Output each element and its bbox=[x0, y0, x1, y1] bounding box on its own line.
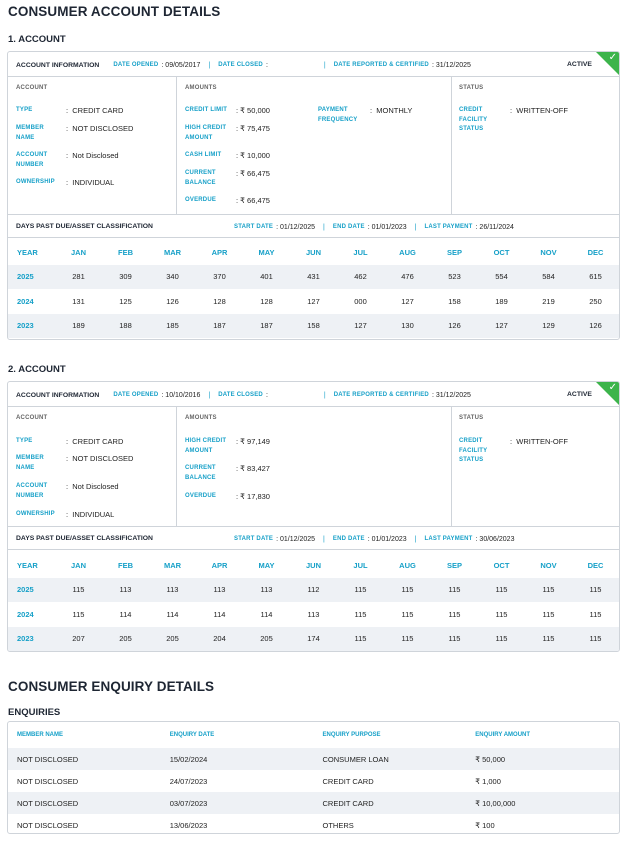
member-label: MEMBER NAME bbox=[16, 125, 44, 141]
start-date-label: START DATE bbox=[234, 536, 274, 542]
account-2-card bbox=[7, 381, 620, 652]
month-header-dec: DEC bbox=[587, 247, 604, 257]
account-info-header: ACCOUNT INFORMATION DATE OPENED : 09/05/2017 | DATE CLOSED : | DATE REPORTED & CERTIFIED : 31/12/2025 bbox=[16, 62, 471, 70]
credit-limit-label: CREDIT LIMIT bbox=[185, 107, 228, 113]
member-value: : NOT DISCLOSED bbox=[66, 124, 134, 133]
ownership-label: OWNERSHIP bbox=[16, 179, 55, 185]
dpd-row bbox=[8, 314, 619, 339]
dpd-cell: 584 bbox=[525, 265, 572, 290]
payment-frequency-value: : MONTHLY bbox=[370, 106, 413, 115]
ownership-value: : INDIVIDUAL bbox=[66, 178, 115, 187]
month-header-aug: AUG bbox=[399, 560, 416, 570]
month-header-mar: MAR bbox=[163, 560, 182, 570]
dpd-cell: 127 bbox=[478, 314, 525, 339]
enquiry-row bbox=[8, 748, 619, 770]
enquiry-cell: NOT DISCLOSED bbox=[8, 792, 161, 814]
dpd-cell: 128 bbox=[260, 296, 273, 306]
account-info-header: ACCOUNT INFORMATION DATE OPENED : 10/10/2016 | DATE CLOSED : | DATE REPORTED & CERTIFIED : 31/12/2025 bbox=[16, 392, 471, 400]
enquiry-cell: NOT DISCLOSED bbox=[17, 776, 79, 786]
status-badge: ACTIVE bbox=[567, 391, 592, 398]
date-reported-value: : 31/12/2025 bbox=[431, 392, 471, 400]
account-number-value: : Not Disclosed bbox=[66, 151, 119, 160]
month-header-feb: FEB bbox=[118, 560, 133, 570]
overdue-label: OVERDUE bbox=[185, 197, 217, 203]
account-1-card bbox=[7, 51, 620, 340]
status-badge: ACTIVE bbox=[567, 61, 592, 68]
month-header-dec: DEC bbox=[587, 560, 604, 570]
date-closed-value: : bbox=[265, 392, 268, 400]
dpd-header-row bbox=[8, 240, 619, 265]
dpd-year: 2023 bbox=[8, 627, 55, 652]
dpd-cell: 431 bbox=[290, 265, 337, 290]
date-reported-label: DATE REPORTED & CERTIFIED bbox=[333, 62, 429, 68]
enquiry-cell: OTHERS bbox=[322, 820, 354, 830]
dpd-cell: 615 bbox=[572, 265, 619, 290]
enquiry-title: CONSUMER ENQUIRY DETAILS bbox=[8, 679, 215, 694]
dpd-cell: 207 bbox=[55, 627, 102, 652]
month-header-jan: JAN bbox=[70, 560, 86, 570]
current-balance-label: CURRENT BALANCE bbox=[185, 465, 216, 481]
dpd-cell: 115 bbox=[401, 609, 414, 619]
dpd-year: 2023 bbox=[8, 314, 55, 339]
dpd-cell: 187 bbox=[196, 314, 243, 339]
month-header-nov: NOV bbox=[540, 560, 557, 570]
account-2-details bbox=[8, 406, 620, 526]
cash-limit-value: : ₹ 10,000 bbox=[236, 151, 270, 160]
end-date-label: END DATE bbox=[332, 536, 365, 542]
dpd-cell: 128 bbox=[213, 296, 226, 306]
dpd-cell: 250 bbox=[589, 296, 602, 306]
dpd-cell: 401 bbox=[243, 265, 290, 290]
month-header-jun: JUN bbox=[305, 247, 321, 257]
last-payment-label: LAST PAYMENT bbox=[424, 224, 473, 230]
dpd-year: 2025 bbox=[8, 578, 55, 603]
dpd-table-2 bbox=[8, 553, 619, 651]
dpd-cell: 188 bbox=[102, 314, 149, 339]
dpd-cell: 205 bbox=[149, 627, 196, 652]
dpd-cell: 114 bbox=[119, 609, 132, 619]
high-credit-value: : ₹ 75,475 bbox=[236, 124, 270, 133]
dpd-cell: 115 bbox=[572, 578, 619, 603]
ownership-label: OWNERSHIP bbox=[16, 511, 55, 517]
enquiry-cell: ₹ 10,00,000 bbox=[466, 792, 619, 814]
dpd-cell: 127 bbox=[401, 296, 414, 306]
last-payment-value: : 30/06/2023 bbox=[475, 536, 515, 544]
account-col-title: ACCOUNT bbox=[16, 415, 48, 421]
dpd-row bbox=[8, 578, 619, 603]
year-column-header: YEAR bbox=[17, 560, 38, 570]
start-date-value: : 01/12/2025 bbox=[276, 536, 316, 544]
enquiry-header-row bbox=[8, 722, 619, 748]
dpd-year: 2024 bbox=[17, 609, 34, 619]
current-balance-value: : ₹ 83,427 bbox=[236, 464, 270, 473]
cf-status-label: CREDIT FACILITY STATUS bbox=[459, 438, 488, 463]
dpd-cell: 115 bbox=[589, 609, 602, 619]
enquiry-cell: 03/07/2023 bbox=[161, 792, 314, 814]
type-label: TYPE bbox=[16, 107, 33, 113]
enquiry-cell: CREDIT CARD bbox=[314, 792, 467, 814]
month-header-apr: APR bbox=[211, 560, 228, 570]
type-value: : CREDIT CARD bbox=[66, 437, 124, 446]
dpd-cell: 115 bbox=[354, 609, 367, 619]
dpd-cell: 115 bbox=[495, 609, 508, 619]
enquiry-column-header: MEMBER NAME bbox=[17, 732, 63, 738]
page-title: CONSUMER ACCOUNT DETAILS bbox=[8, 4, 221, 19]
dpd-cell: 340 bbox=[149, 265, 196, 290]
enquiry-table-card bbox=[7, 721, 620, 834]
dpd-cell: 127 bbox=[337, 314, 384, 339]
dpd-cell: 125 bbox=[119, 296, 132, 306]
current-balance-label: CURRENT BALANCE bbox=[185, 170, 216, 186]
dpd-cell: 113 bbox=[196, 578, 243, 603]
last-payment-value: : 26/11/2024 bbox=[475, 224, 514, 232]
cf-status-label: CREDIT FACILITY STATUS bbox=[459, 107, 488, 132]
end-date-value: : 01/01/2023 bbox=[367, 536, 407, 544]
enquiries-subtitle: ENQUIRIES bbox=[8, 707, 61, 718]
type-label: TYPE bbox=[16, 438, 33, 444]
dpd-cell: 370 bbox=[196, 265, 243, 290]
date-closed-value: : bbox=[265, 62, 268, 70]
dpd-cell: 115 bbox=[431, 627, 478, 652]
date-closed-label: DATE CLOSED bbox=[218, 392, 263, 398]
date-reported-value: : 31/12/2025 bbox=[431, 62, 471, 70]
dpd-cell: 158 bbox=[290, 314, 337, 339]
enquiry-cell: NOT DISCLOSED bbox=[8, 748, 161, 770]
status-col-title: STATUS bbox=[459, 415, 484, 421]
dpd-year: 2025 bbox=[8, 265, 55, 290]
account-info-title: ACCOUNT INFORMATION bbox=[16, 62, 100, 70]
enquiry-cell: CONSUMER LOAN bbox=[314, 748, 467, 770]
high-credit-label: HIGH CREDIT AMOUNT bbox=[185, 438, 227, 454]
dpd-cell: 115 bbox=[384, 578, 431, 603]
date-reported-label: DATE REPORTED & CERTIFIED bbox=[333, 392, 429, 398]
dpd-cell: 126 bbox=[572, 314, 619, 339]
enquiry-column-header: ENQUIRY AMOUNT bbox=[475, 732, 531, 738]
dpd-cell: 523 bbox=[431, 265, 478, 290]
dpd-cell: 205 bbox=[102, 627, 149, 652]
ownership-value: : INDIVIDUAL bbox=[66, 510, 115, 519]
dpd-header bbox=[16, 223, 153, 230]
enquiry-row bbox=[8, 814, 619, 834]
payment-frequency-label: PAYMENT FREQUENCY bbox=[318, 107, 358, 123]
cf-status-value: : WRITTEN-OFF bbox=[510, 437, 568, 446]
dpd-dates: START DATE : 01/12/2025 | END DATE : 01/01/2023 | LAST PAYMENT : 30/06/2023 bbox=[234, 536, 515, 544]
dpd-cell: 309 bbox=[102, 265, 149, 290]
dpd-cell: 115 bbox=[72, 609, 85, 619]
dpd-cell: 126 bbox=[431, 314, 478, 339]
end-date-label: END DATE bbox=[332, 224, 365, 230]
dpd-cell: 000 bbox=[354, 296, 367, 306]
date-opened-value: : 10/10/2016 bbox=[161, 392, 201, 400]
date-opened-label: DATE OPENED bbox=[113, 62, 159, 68]
account-info-title: ACCOUNT INFORMATION bbox=[16, 392, 100, 400]
dpd-cell: 115 bbox=[384, 627, 431, 652]
year-column-header: YEAR bbox=[17, 247, 38, 257]
dpd-cell: 115 bbox=[572, 627, 619, 652]
high-credit-value: : ₹ 97,149 bbox=[236, 437, 270, 446]
dpd-cell: 158 bbox=[448, 296, 461, 306]
month-header-oct: OCT bbox=[493, 247, 510, 257]
check-icon: ✓ bbox=[608, 382, 617, 393]
month-header-sep: SEP bbox=[446, 247, 462, 257]
month-header-apr: APR bbox=[211, 247, 228, 257]
dpd-cell: 126 bbox=[166, 296, 179, 306]
status-col-title: STATUS bbox=[459, 85, 484, 91]
amounts-col-title: AMOUNTS bbox=[185, 415, 217, 421]
month-header-feb: FEB bbox=[118, 247, 133, 257]
dpd-cell: 113 bbox=[243, 578, 290, 603]
dpd-cell: 114 bbox=[260, 609, 273, 619]
enquiry-cell: ₹ 1,000 bbox=[475, 776, 501, 786]
month-header-jul: JUL bbox=[353, 247, 368, 257]
enquiry-row bbox=[8, 792, 619, 814]
dpd-cell: 204 bbox=[196, 627, 243, 652]
type-value: : CREDIT CARD bbox=[66, 106, 124, 115]
dpd-cell: 115 bbox=[337, 627, 384, 652]
enquiry-cell: 13/06/2023 bbox=[169, 820, 208, 830]
member-label: MEMBER NAME bbox=[16, 455, 44, 471]
month-header-jan: JAN bbox=[70, 247, 86, 257]
dpd-cell: 189 bbox=[495, 296, 508, 306]
dpd-cell: 114 bbox=[213, 609, 226, 619]
month-header-may: MAY bbox=[258, 560, 275, 570]
cf-status-value: : WRITTEN-OFF bbox=[510, 106, 568, 115]
dpd-cell: 115 bbox=[542, 609, 555, 619]
enquiry-row bbox=[8, 770, 619, 792]
dpd-cell: 219 bbox=[542, 296, 555, 306]
dpd-cell: 113 bbox=[149, 578, 196, 603]
month-header-nov: NOV bbox=[540, 247, 557, 257]
enquiry-cell: 24/07/2023 bbox=[169, 776, 208, 786]
account-number-label: ACCOUNT NUMBER bbox=[16, 152, 48, 168]
dpd-table-1 bbox=[8, 240, 619, 338]
cash-limit-label: CASH LIMIT bbox=[185, 152, 222, 158]
enquiry-cell: NOT DISCLOSED bbox=[17, 820, 79, 830]
dpd-cell: 115 bbox=[525, 578, 572, 603]
check-icon: ✓ bbox=[608, 52, 617, 63]
dpd-cell: 130 bbox=[384, 314, 431, 339]
month-header-jul: JUL bbox=[353, 560, 368, 570]
month-header-may: MAY bbox=[258, 247, 275, 257]
account-2-heading: 2. ACCOUNT bbox=[8, 364, 66, 375]
dpd-cell: 115 bbox=[337, 578, 384, 603]
high-credit-label: HIGH CREDIT AMOUNT bbox=[185, 125, 227, 141]
month-header-aug: AUG bbox=[399, 247, 416, 257]
dpd-cell: 205 bbox=[243, 627, 290, 652]
account-col-title: ACCOUNT bbox=[16, 85, 48, 91]
current-balance-value: : ₹ 66,475 bbox=[236, 169, 270, 178]
dpd-cell: 115 bbox=[431, 578, 478, 603]
enquiry-column-header: ENQUIRY DATE bbox=[169, 732, 215, 738]
start-date-label: START DATE bbox=[234, 224, 274, 230]
dpd-title: DAYS PAST DUE/ASSET CLASSIFICATION bbox=[16, 535, 153, 542]
dpd-cell: 462 bbox=[337, 265, 384, 290]
dpd-row bbox=[8, 289, 619, 314]
end-date-value: : 01/01/2023 bbox=[367, 224, 407, 232]
dpd-cell: 476 bbox=[384, 265, 431, 290]
dpd-header bbox=[16, 535, 153, 542]
enquiry-cell: CREDIT CARD bbox=[322, 776, 374, 786]
dpd-row bbox=[8, 627, 619, 652]
enquiry-cell: 15/02/2024 bbox=[161, 748, 314, 770]
dpd-row bbox=[8, 265, 619, 290]
dpd-row bbox=[8, 602, 619, 627]
dpd-cell: 187 bbox=[243, 314, 290, 339]
dpd-cell: 554 bbox=[478, 265, 525, 290]
dpd-cell: 131 bbox=[72, 296, 85, 306]
account-number-value: : Not Disclosed bbox=[66, 482, 119, 491]
dpd-cell: 113 bbox=[307, 609, 320, 619]
credit-limit-value: : ₹ 50,000 bbox=[236, 106, 270, 115]
month-header-jun: JUN bbox=[305, 560, 321, 570]
dpd-cell: 189 bbox=[55, 314, 102, 339]
account-number-label: ACCOUNT NUMBER bbox=[16, 483, 48, 499]
dpd-cell: 185 bbox=[149, 314, 196, 339]
dpd-cell: 281 bbox=[55, 265, 102, 290]
dpd-header-row bbox=[8, 553, 619, 578]
enquiry-column-header: ENQUIRY PURPOSE bbox=[322, 732, 381, 738]
date-closed-label: DATE CLOSED bbox=[218, 62, 263, 68]
last-payment-label: LAST PAYMENT bbox=[424, 536, 473, 542]
dpd-cell: 115 bbox=[525, 627, 572, 652]
account-1-heading: 1. ACCOUNT bbox=[8, 34, 66, 45]
account-1-details bbox=[8, 76, 620, 214]
dpd-cell: 115 bbox=[448, 609, 461, 619]
month-header-oct: OCT bbox=[493, 560, 510, 570]
dpd-cell: 112 bbox=[290, 578, 337, 603]
dpd-title: DAYS PAST DUE/ASSET CLASSIFICATION bbox=[16, 223, 153, 230]
enquiry-cell: ₹ 50,000 bbox=[466, 748, 619, 770]
dpd-cell: 174 bbox=[290, 627, 337, 652]
start-date-value: : 01/12/2025 bbox=[276, 224, 316, 232]
month-header-mar: MAR bbox=[163, 247, 182, 257]
date-opened-label: DATE OPENED bbox=[113, 392, 159, 398]
dpd-cell: 115 bbox=[478, 578, 525, 603]
dpd-cell: 115 bbox=[478, 627, 525, 652]
enquiry-cell: ₹ 100 bbox=[475, 820, 495, 830]
dpd-year: 2024 bbox=[17, 296, 34, 306]
overdue-value: : ₹ 17,830 bbox=[236, 492, 270, 501]
dpd-cell: 127 bbox=[307, 296, 320, 306]
month-header-sep: SEP bbox=[446, 560, 462, 570]
overdue-value: : ₹ 66,475 bbox=[236, 196, 270, 205]
dpd-cell: 129 bbox=[525, 314, 572, 339]
amounts-col-title: AMOUNTS bbox=[185, 85, 217, 91]
member-value: : NOT DISCLOSED bbox=[66, 454, 134, 463]
date-opened-value: : 09/05/2017 bbox=[161, 62, 201, 70]
dpd-cell: 113 bbox=[102, 578, 149, 603]
dpd-dates: START DATE : 01/12/2025 | END DATE : 01/01/2023 | LAST PAYMENT : 26/11/2024 bbox=[234, 224, 514, 232]
overdue-label: OVERDUE bbox=[185, 493, 217, 499]
dpd-cell: 114 bbox=[166, 609, 179, 619]
dpd-cell: 115 bbox=[55, 578, 102, 603]
